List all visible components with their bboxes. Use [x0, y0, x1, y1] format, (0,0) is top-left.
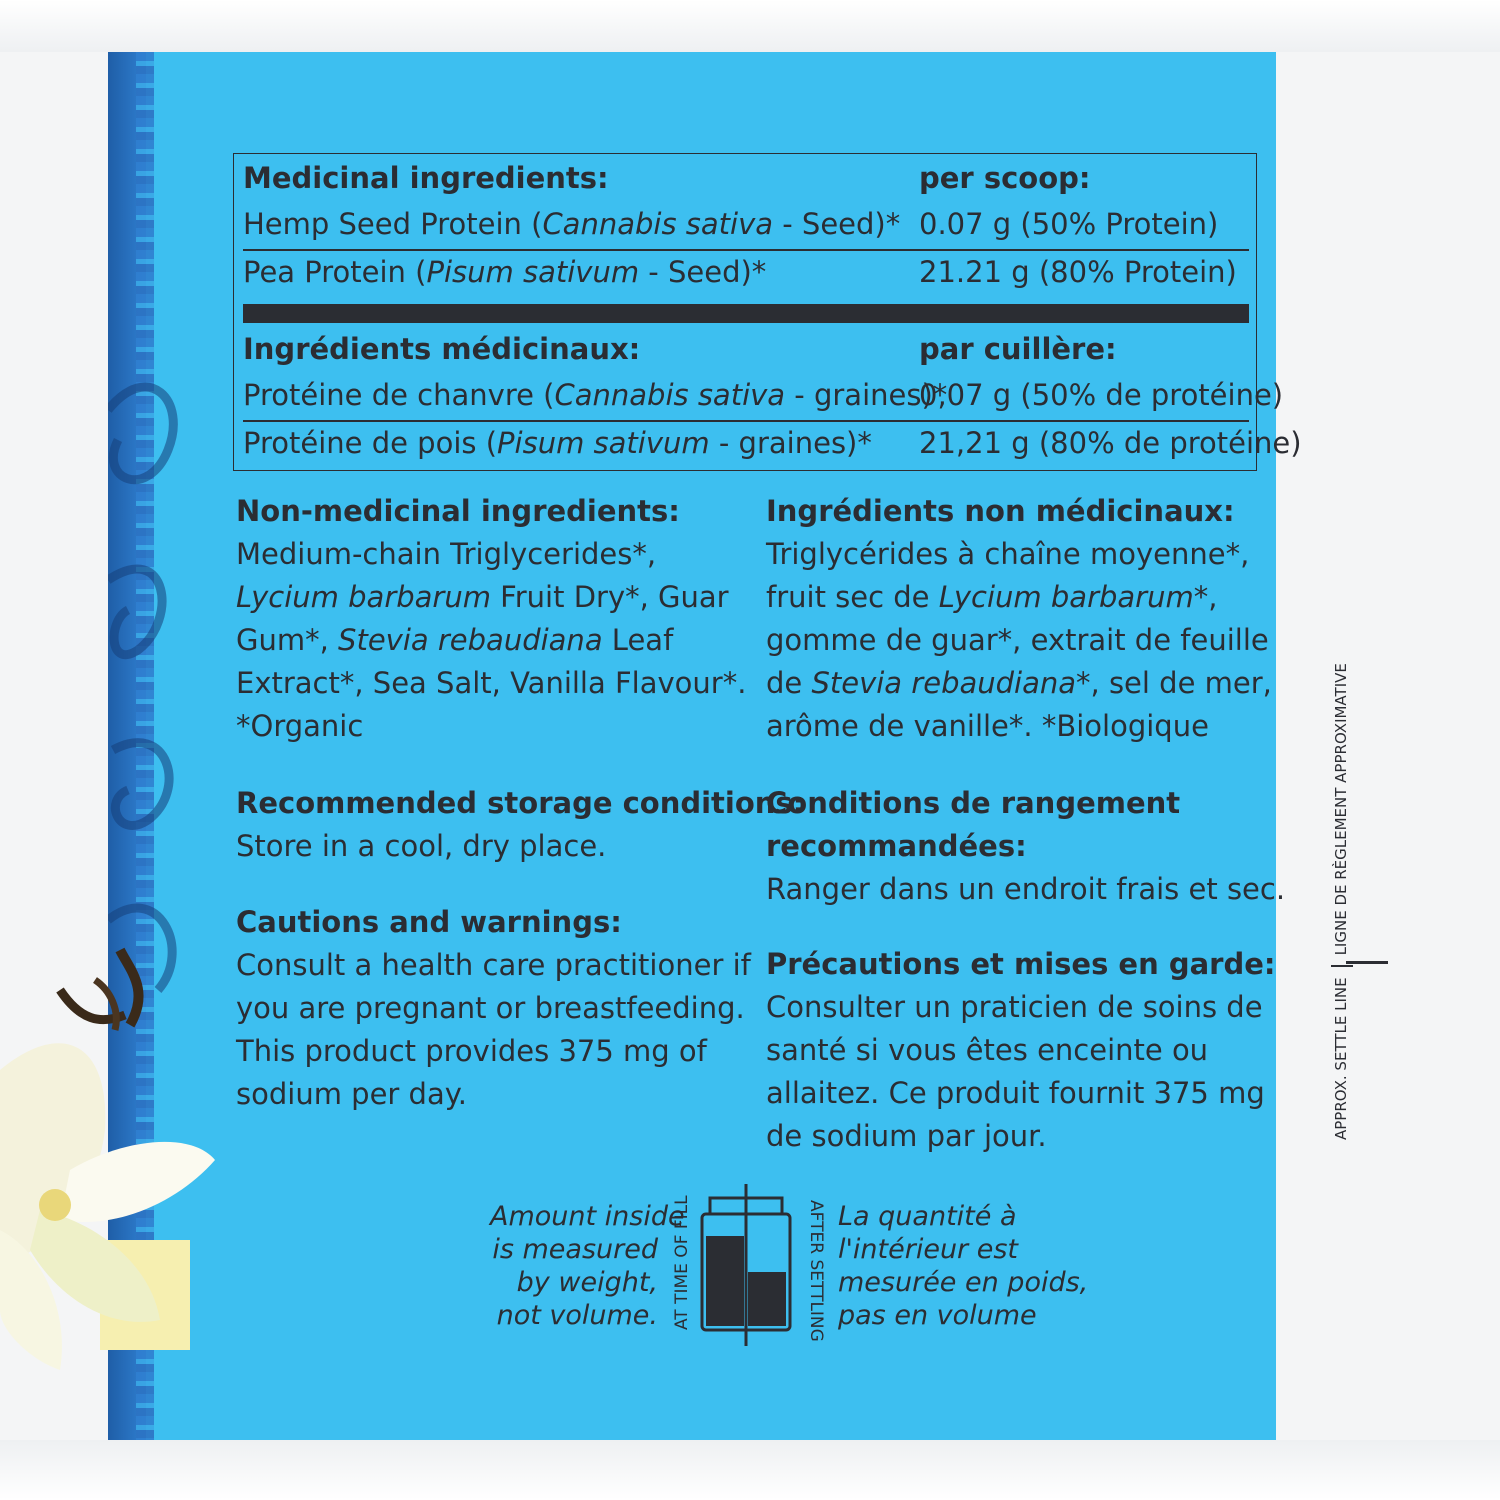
- after-settling-label: AFTER SETTLING: [806, 1200, 826, 1342]
- non-medicinal-fr: Ingrédients non médicinaux: Triglycérides à chaîne moyenne*, fruit sec de Lycium barbarum*, gomme de guar*, extrait de feuille de Stevia rebaudiana*, sel de mer, arôme de vanille*. *Biologique: [766, 490, 1272, 748]
- ingredient-amount: 21.21 g (80% Protein): [919, 255, 1237, 289]
- ingredient-amount: 0,07 g (50% de protéine): [919, 378, 1284, 412]
- header-left: Medicinal ingredients:: [243, 161, 609, 195]
- row-divider: [243, 249, 1249, 251]
- header-left: Ingrédients médicinaux:: [243, 332, 641, 366]
- section-heading: Précautions et mises en garde:: [766, 947, 1276, 981]
- fill-note-en: Amount inside is measured by weight, not volume.: [490, 1201, 685, 1331]
- header-right: per scoop:: [919, 161, 1091, 195]
- section-heading: Non-medicinal ingredients:: [236, 494, 680, 528]
- cautions-en: Cautions and warnings: Consult a health care practitioner if you are pregnant or breastfeeding. This product provides 375 mg of sodium per day.: [236, 901, 751, 1116]
- section-heading: Recommended storage conditions:: [236, 786, 805, 820]
- cautions-fr: Précautions et mises en garde: Consulter un praticien de soins de santé si vous êtes enceinte ou allaitez. Ce produit fournit 375 mg de sodium par jour.: [766, 943, 1276, 1158]
- section-heading: Conditions de rangement: [766, 786, 1181, 820]
- settle-line-mark: [1346, 961, 1388, 964]
- storage-fr: Conditions de rangement recommandées: Ranger dans un endroit frais et sec.: [766, 782, 1285, 911]
- table-header-row: [243, 160, 1091, 196]
- storage-en: Recommended storage conditions: Store in a cool, dry place.: [236, 782, 804, 868]
- table-header-row: [243, 331, 1117, 367]
- container-top-edge: [0, 0, 1500, 52]
- header-right: par cuillère:: [919, 332, 1117, 366]
- fill-note-fr: La quantité à l'intérieur est mesurée en poids, pas en volume: [838, 1201, 1089, 1331]
- table-row: [243, 377, 1284, 413]
- section-heading: Cautions and warnings:: [236, 905, 622, 939]
- settling-jar-icon: [696, 1184, 800, 1346]
- non-medicinal-en: Non-medicinal ingredients: Medium-chain Triglycerides*, Lycium barbarum Fruit Dry*, Guar Gum*, Stevia rebaudiana Leaf Extract*, Sea Salt, Vanilla Flavour*. *Organic: [236, 490, 746, 748]
- ingredient-name: Protéine de pois (Pisum sativum - graines)*: [243, 426, 872, 460]
- ingredient-name: Hemp Seed Protein (Cannabis sativa - Seed)*: [243, 207, 901, 241]
- settle-line-label: APPROX. SETTLE LINELIGNE DE RÈGLEMENT APPROXIMATIVE: [1326, 660, 1356, 1140]
- table-row: [243, 425, 1302, 461]
- ingredient-amount: 21,21 g (80% de protéine): [919, 426, 1302, 460]
- row-divider: [243, 420, 1249, 422]
- at-time-of-fill-label: AT TIME OF FILL: [672, 1195, 692, 1330]
- ingredient-name: Pea Protein (Pisum sativum - Seed)*: [243, 255, 767, 289]
- section-heading: Ingrédients non médicinaux:: [766, 494, 1235, 528]
- ingredient-amount: 0.07 g (50% Protein): [919, 207, 1219, 241]
- table-row: [243, 206, 1219, 242]
- vanilla-flower-image: [0, 930, 230, 1450]
- language-divider-bar: [243, 304, 1249, 323]
- ingredient-name: Protéine de chanvre (Cannabis sativa - graines)*: [243, 378, 948, 412]
- table-row: [243, 254, 1237, 290]
